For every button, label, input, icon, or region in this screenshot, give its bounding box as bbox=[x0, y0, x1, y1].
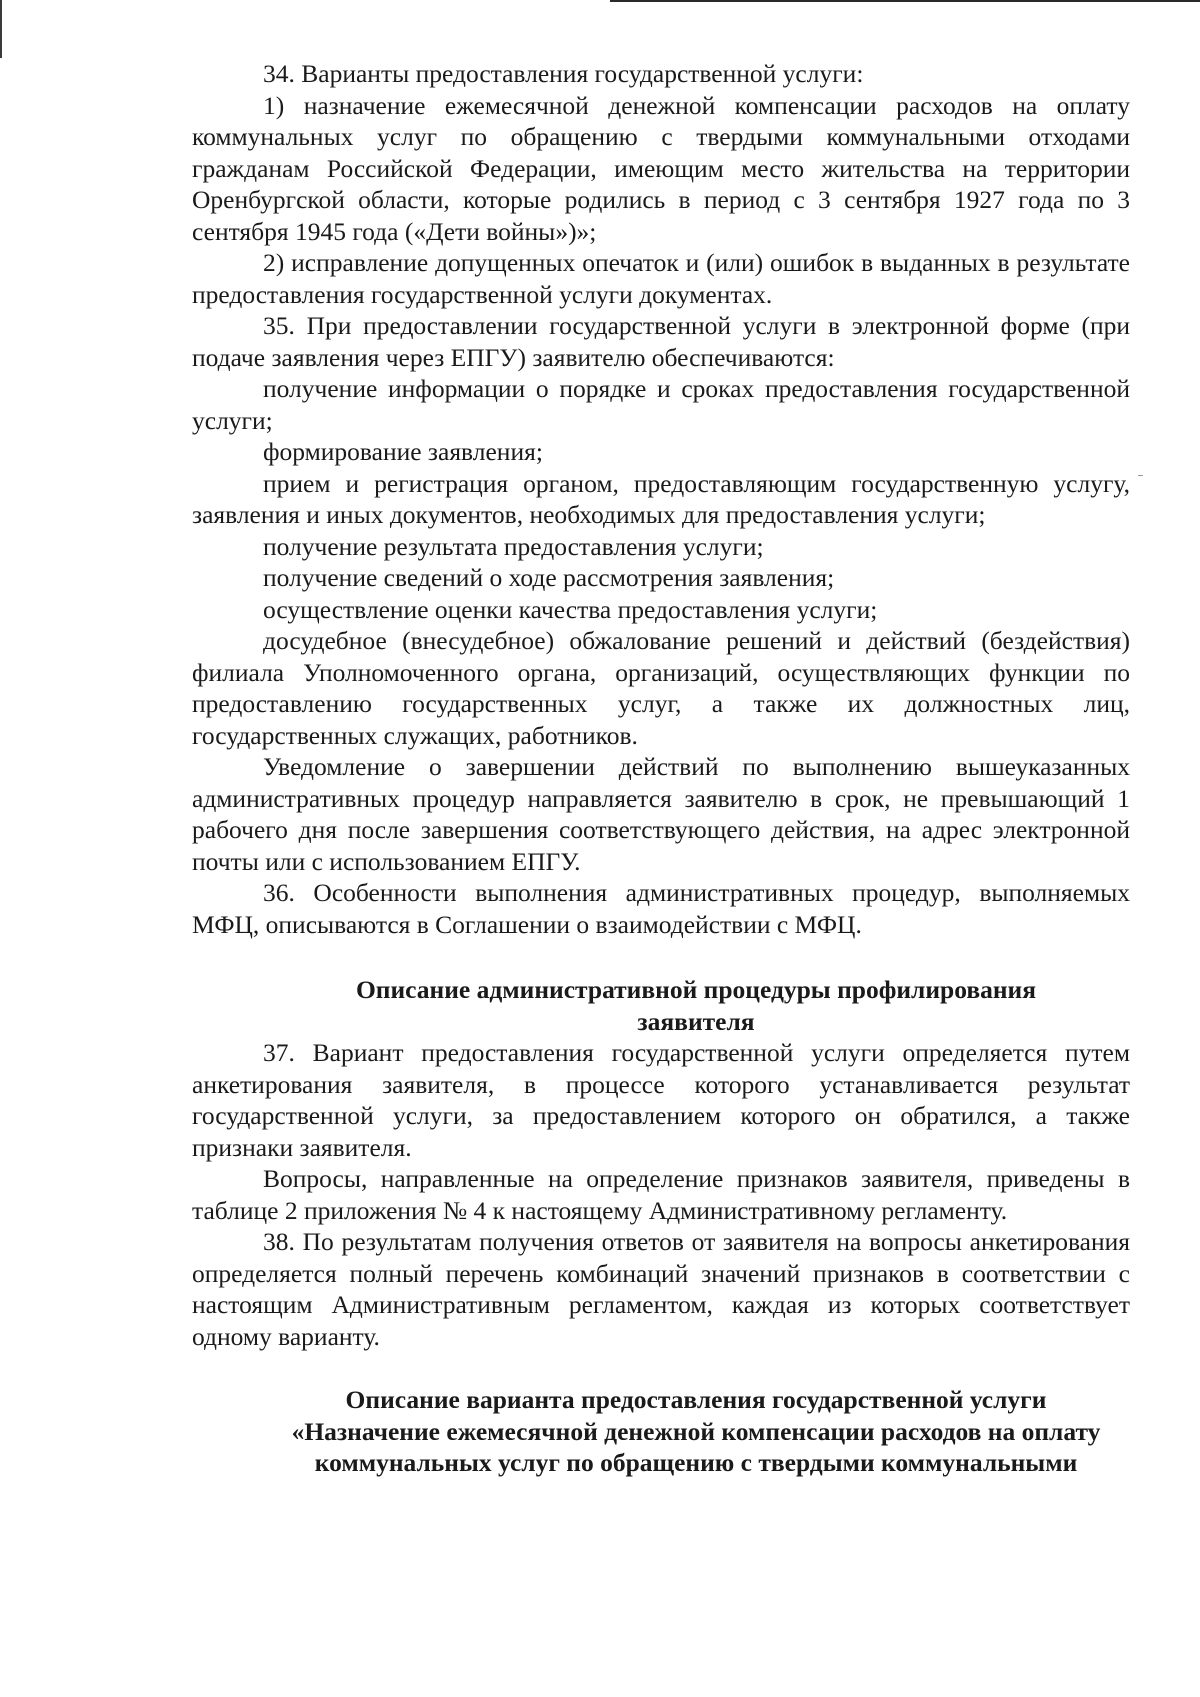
paragraph-35-item-quality: осуществление оценки качества предоставления услуги; bbox=[263, 594, 878, 624]
paragraph-35-item-appeal: досудебное (внесудебное) обжалование решений и действий (бездействия) филиала Уполномоченного органа, организаций, осуществляющих функции по предоставлению государственных услуг, а также их должностных лиц, государственных служащих, работников. bbox=[192, 626, 1130, 750]
scan-edge-left bbox=[0, 0, 2, 58]
paragraph-34-item-2: 2) исправление допущенных опечаток и (или) ошибок в выданных в результате предоставления государственной услуги документах. bbox=[192, 248, 1130, 309]
paragraph-notification: Уведомление о завершении действий по выполнению вышеуказанных административных процедур направляется заявителю в срок, не превышающий 1 рабочего дня после завершения соответствующего действия, на адрес электронной почты или с использованием ЕПГУ. bbox=[192, 752, 1130, 876]
paragraph-35-item-result: получение результата предоставления услуги; bbox=[263, 531, 764, 561]
paragraph-37: 37. Вариант предоставления государственной услуги определяется путем анкетирования заявителя, в процессе которого устанавливается результат государственной услуги, за предоставлением которого он обратился, а также признаки заявителя. bbox=[192, 1038, 1130, 1162]
section-heading-profiling-line-1: Описание административной процедуры профилирования bbox=[355, 975, 1037, 1004]
section-heading-variant bbox=[192, 1384, 1130, 1479]
paragraph-35-item-registration: прием и регистрация органом, предоставляющим государственную услугу, заявления и иных документов, необходимых для предоставления услуги; bbox=[192, 468, 1130, 529]
scan-edge-top bbox=[610, 0, 1200, 2]
paragraph-36: 36. Особенности выполнения административных процедур, выполняемых МФЦ, описываются в Соглашении о взаимодействии с МФЦ. bbox=[192, 878, 1130, 939]
paragraph-35: 35. При предоставлении государственной услуги в электронной форме (при подаче заявления через ЕПГУ) заявителю обеспечиваются: bbox=[192, 311, 1130, 372]
document-body bbox=[192, 58, 1130, 1479]
paragraph-34-title: 34. Варианты предоставления государственной услуги: bbox=[263, 59, 864, 88]
paragraph-35-item-application: формирование заявления; bbox=[263, 437, 543, 466]
paragraph-35-item-status: получение сведений о ходе рассмотрения заявления; bbox=[263, 563, 835, 592]
section-heading-variant-line-3: коммунальных услуг по обращению с твердыми коммунальными bbox=[314, 1448, 1078, 1477]
paragraph-34-item-1: 1) назначение ежемесячной денежной компенсации расходов на оплату коммунальных услуг по обращению с твердыми коммунальными отходами гражданам Российской Федерации, имеющим место жительства на территории Оренбургской области, которые родились в период с 3 сентября 1927 года по 3 сентября 1945 года («Дети войны»)»; bbox=[192, 90, 1130, 246]
paragraph-questions: Вопросы, направленные на определение признаков заявителя, приведены в таблице 2 приложения № 4 к настоящему Административному регламенту. bbox=[192, 1164, 1130, 1225]
paragraph-35-item-info: получение информации о порядке и сроках предоставления государственной услуги; bbox=[192, 374, 1130, 435]
section-heading-profiling-line-2: заявителя bbox=[637, 1006, 755, 1036]
section-heading-variant-line-2: «Назначение ежемесячной денежной компенсации расходов на оплату bbox=[291, 1416, 1101, 1446]
section-heading-profiling bbox=[192, 974, 1130, 1037]
scan-speck bbox=[1138, 475, 1143, 476]
paragraph-38: 38. По результатам получения ответов от заявителя на вопросы анкетирования определяется полный перечень комбинаций значений признаков в соответствии с настоящим Административным регламентом, каждая из которых соответствует одному варианту. bbox=[192, 1227, 1130, 1351]
section-heading-variant-line-1: Описание варианта предоставления государственной услуги bbox=[345, 1385, 1047, 1414]
